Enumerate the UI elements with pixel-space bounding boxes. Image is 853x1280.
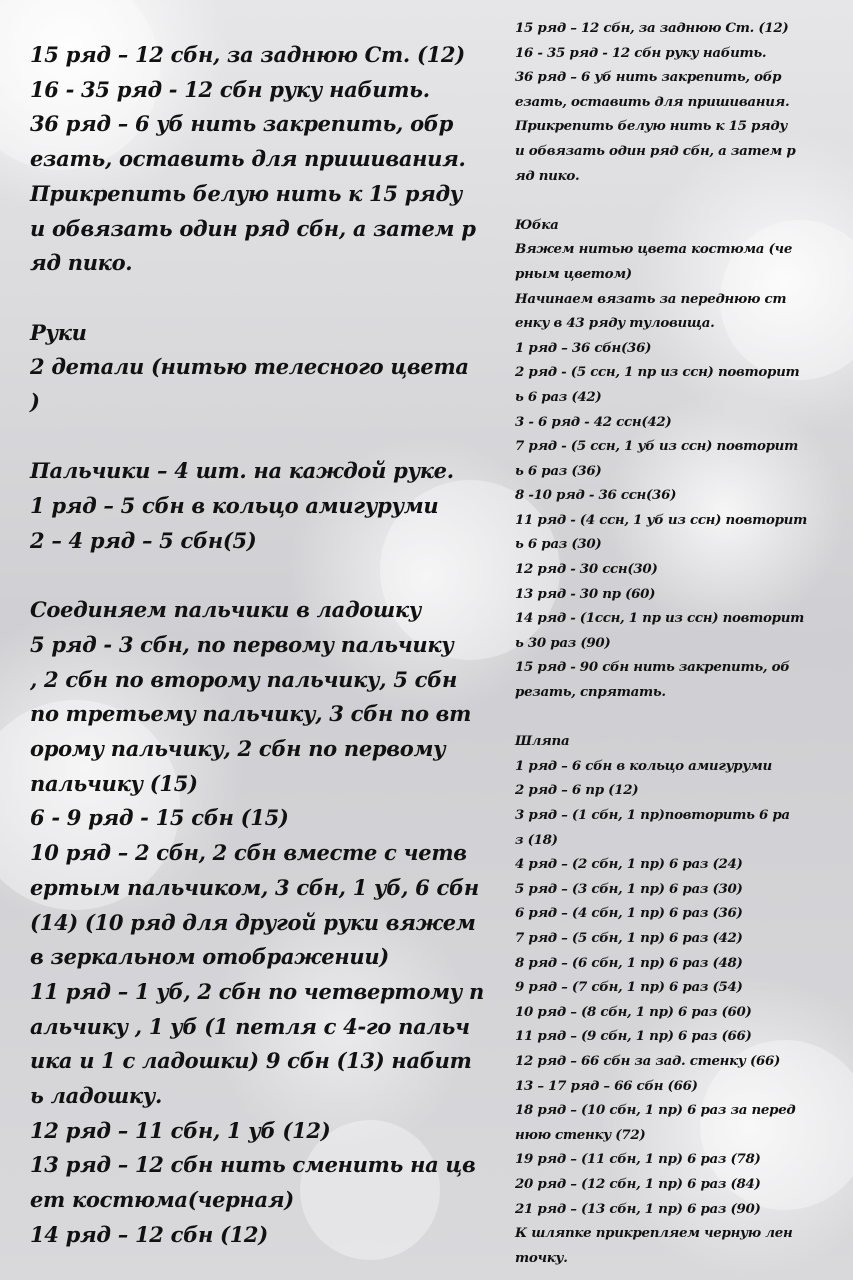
text-line: 15 ряд - 90 сбн нить закрепить, об (515, 659, 790, 676)
text-line: ь 30 раз (90) (515, 634, 611, 651)
text-line: Прикрепить белую нить к 15 ряду (30, 180, 463, 206)
text-line: 6 ряд – (4 сбн, 1 пр) 6 раз (36) (515, 905, 743, 922)
text-line: 7 ряд - (5 ссн, 1 уб из ссн) повторит (515, 438, 798, 455)
text-line: по третьему пальчику, 3 сбн по вт (30, 701, 472, 727)
text-line: точку. (515, 1249, 568, 1266)
text-line: ь 6 раз (36) (515, 462, 602, 479)
text-line: з (18) (515, 831, 558, 848)
text-line: 15 ряд – 12 сбн, за заднюю Ст. (12) (30, 42, 465, 67)
text-line: 15 ряд – 12 сбн, за заднюю Ст. (12) (515, 20, 789, 36)
text-line: 19 ряд – (11 сбн, 1 пр) 6 раз (78) (515, 1151, 761, 1168)
text-line: 6 - 9 ряд - 15 сбн (15) (30, 805, 289, 831)
text-line: альчику , 1 уб (1 петля с 4-го пальч (30, 1013, 470, 1039)
text-line: 14 ряд – 12 сбн (12) (30, 1221, 268, 1247)
text-line: резать, спрятать. (515, 684, 666, 701)
blank-line (30, 420, 450, 455)
text-line: Юбка (515, 216, 559, 233)
text-line: 11 ряд – 1 уб, 2 сбн по четвертому п (30, 978, 484, 1004)
text-line: 1 ряд – 5 сбн в кольцо амигуруми (30, 493, 439, 519)
text-line: 9 ряд – (7 сбн, 1 пр) 6 раз (54) (515, 979, 743, 996)
text-line: 10 ряд – (8 сбн, 1 пр) 6 раз (60) (515, 1003, 752, 1020)
text-line: ет костюма(черная) (30, 1187, 294, 1213)
text-line: 20 ряд – (12 сбн, 1 пр) 6 раз (84) (515, 1175, 761, 1192)
text-line: 36 ряд – 6 уб нить закрепить, обр (515, 69, 782, 86)
text-line: езать, оставить для пришивания. (30, 146, 466, 172)
text-line: 1 ряд – 6 сбн в кольцо амигуруми (515, 757, 772, 774)
text-line: 16 - 35 ряд - 12 сбн руку набить. (515, 44, 767, 61)
text-line: ь 6 раз (30) (515, 536, 602, 553)
text-line: (14) (10 ряд для другой руки вяжем (30, 909, 476, 935)
text-line: 1 ряд – 36 сбн(36) (515, 339, 652, 356)
text-line: 11 ряд – (9 сбн, 1 пр) 6 раз (66) (515, 1028, 752, 1045)
blank-line (515, 705, 810, 730)
text-line: 13 – 17 ряд – 66 сбн (66) (515, 1077, 698, 1094)
text-line: 7 ряд – (5 сбн, 1 пр) 6 раз (42) (515, 929, 743, 946)
text-line: рным цветом) (515, 265, 632, 282)
left-text-column (30, 38, 484, 1253)
text-line: 12 ряд - 30 ссн(30) (515, 561, 658, 578)
text-line: 5 ряд - 3 сбн, по первому пальчику (30, 631, 454, 657)
text-line: и обвязать один ряд сбн, а затем р (515, 142, 796, 159)
text-line: 13 ряд - 30 пр (60) (515, 585, 656, 602)
text-line: Соединяем пальчики в ладошку (30, 597, 422, 623)
text-line: 14 ряд - (1ссн, 1 пр из ссн) повторит (515, 610, 805, 627)
text-line: 16 - 35 ряд - 12 сбн руку набить. (30, 76, 430, 102)
text-line: 2 ряд – 6 пр (12) (515, 782, 639, 799)
text-line: езать, оставить для пришивания. (515, 93, 790, 110)
text-line: Вяжем нитью цвета костюма (че (515, 241, 793, 258)
text-line: 2 детали (нитью телесного цвета (30, 354, 469, 380)
text-line: пальчику (15) (30, 770, 198, 796)
text-line: орому пальчику, 2 сбн по первому (30, 736, 446, 762)
text-line: 8 ряд – (6 сбн, 1 пр) 6 раз (48) (515, 954, 743, 971)
text-line: 36 ряд – 6 уб нить закрепить, обр (30, 111, 454, 137)
text-line: 8 -10 ряд - 36 ссн(36) (515, 487, 677, 504)
text-line: 11 ряд - (4 ссн, 1 уб из ссн) повторит (515, 511, 807, 528)
text-line: яд пико. (30, 250, 133, 276)
text-line: енку в 43 ряду туловища. (515, 315, 715, 332)
text-line: 12 ряд – 66 сбн за зад. стенку (66) (515, 1052, 781, 1069)
text-line: Шляпа (515, 733, 570, 750)
text-line: Руки (30, 319, 87, 345)
text-line: 2 – 4 ряд – 5 сбн(5) (30, 527, 257, 553)
blank-line (30, 281, 450, 316)
text-line: ика и 1 с ладошки) 9 сбн (13) набит (30, 1048, 472, 1074)
text-line: 21 ряд – (13 сбн, 1 пр) 6 раз (90) (515, 1200, 761, 1217)
text-line: 3 - 6 ряд - 42 ссн(42) (515, 413, 672, 430)
text-line: в зеркальном отображении) (30, 944, 389, 970)
text-line: Начинаем вязать за переднюю ст (515, 290, 787, 307)
text-line: 12 ряд – 11 сбн, 1 уб (12) (30, 1117, 331, 1143)
text-line: , 2 сбн по второму пальчику, 5 сбн (30, 666, 458, 692)
text-line: ь 6 раз (42) (515, 388, 602, 405)
right-text-column (515, 16, 810, 1270)
blank-line (515, 188, 810, 213)
text-line: нюю стенку (72) (515, 1126, 646, 1143)
text-line: 13 ряд – 12 сбн нить сменить на цв (30, 1152, 476, 1178)
text-line: и обвязать один ряд сбн, а затем р (30, 215, 476, 241)
text-line: Пальчики – 4 шт. на каждой руке. (30, 458, 454, 484)
text-line: Прикрепить белую нить к 15 ряду (515, 118, 788, 135)
text-line: 18 ряд – (10 сбн, 1 пр) 6 раз за перед (515, 1102, 796, 1119)
text-line: 2 ряд - (5 ссн, 1 пр из ссн) повторит (515, 364, 800, 381)
text-line: ертым пальчиком, 3 сбн, 1 уб, 6 сбн (30, 874, 479, 900)
text-line: яд пико. (515, 167, 580, 184)
text-line: 5 ряд – (3 сбн, 1 пр) 6 раз (30) (515, 880, 743, 897)
text-line: К шляпке прикрепляем черную лен (515, 1225, 793, 1242)
text-line: 4 ряд – (2 сбн, 1 пр) 6 раз (24) (515, 856, 743, 873)
text-line: 10 ряд – 2 сбн, 2 сбн вместе с четв (30, 840, 467, 866)
text-line: 3 ряд – (1 сбн, 1 пр)повторить 6 ра (515, 807, 790, 823)
text-line: ) (30, 389, 40, 415)
blank-line (30, 559, 450, 594)
text-line: ь ладошку. (30, 1083, 163, 1109)
